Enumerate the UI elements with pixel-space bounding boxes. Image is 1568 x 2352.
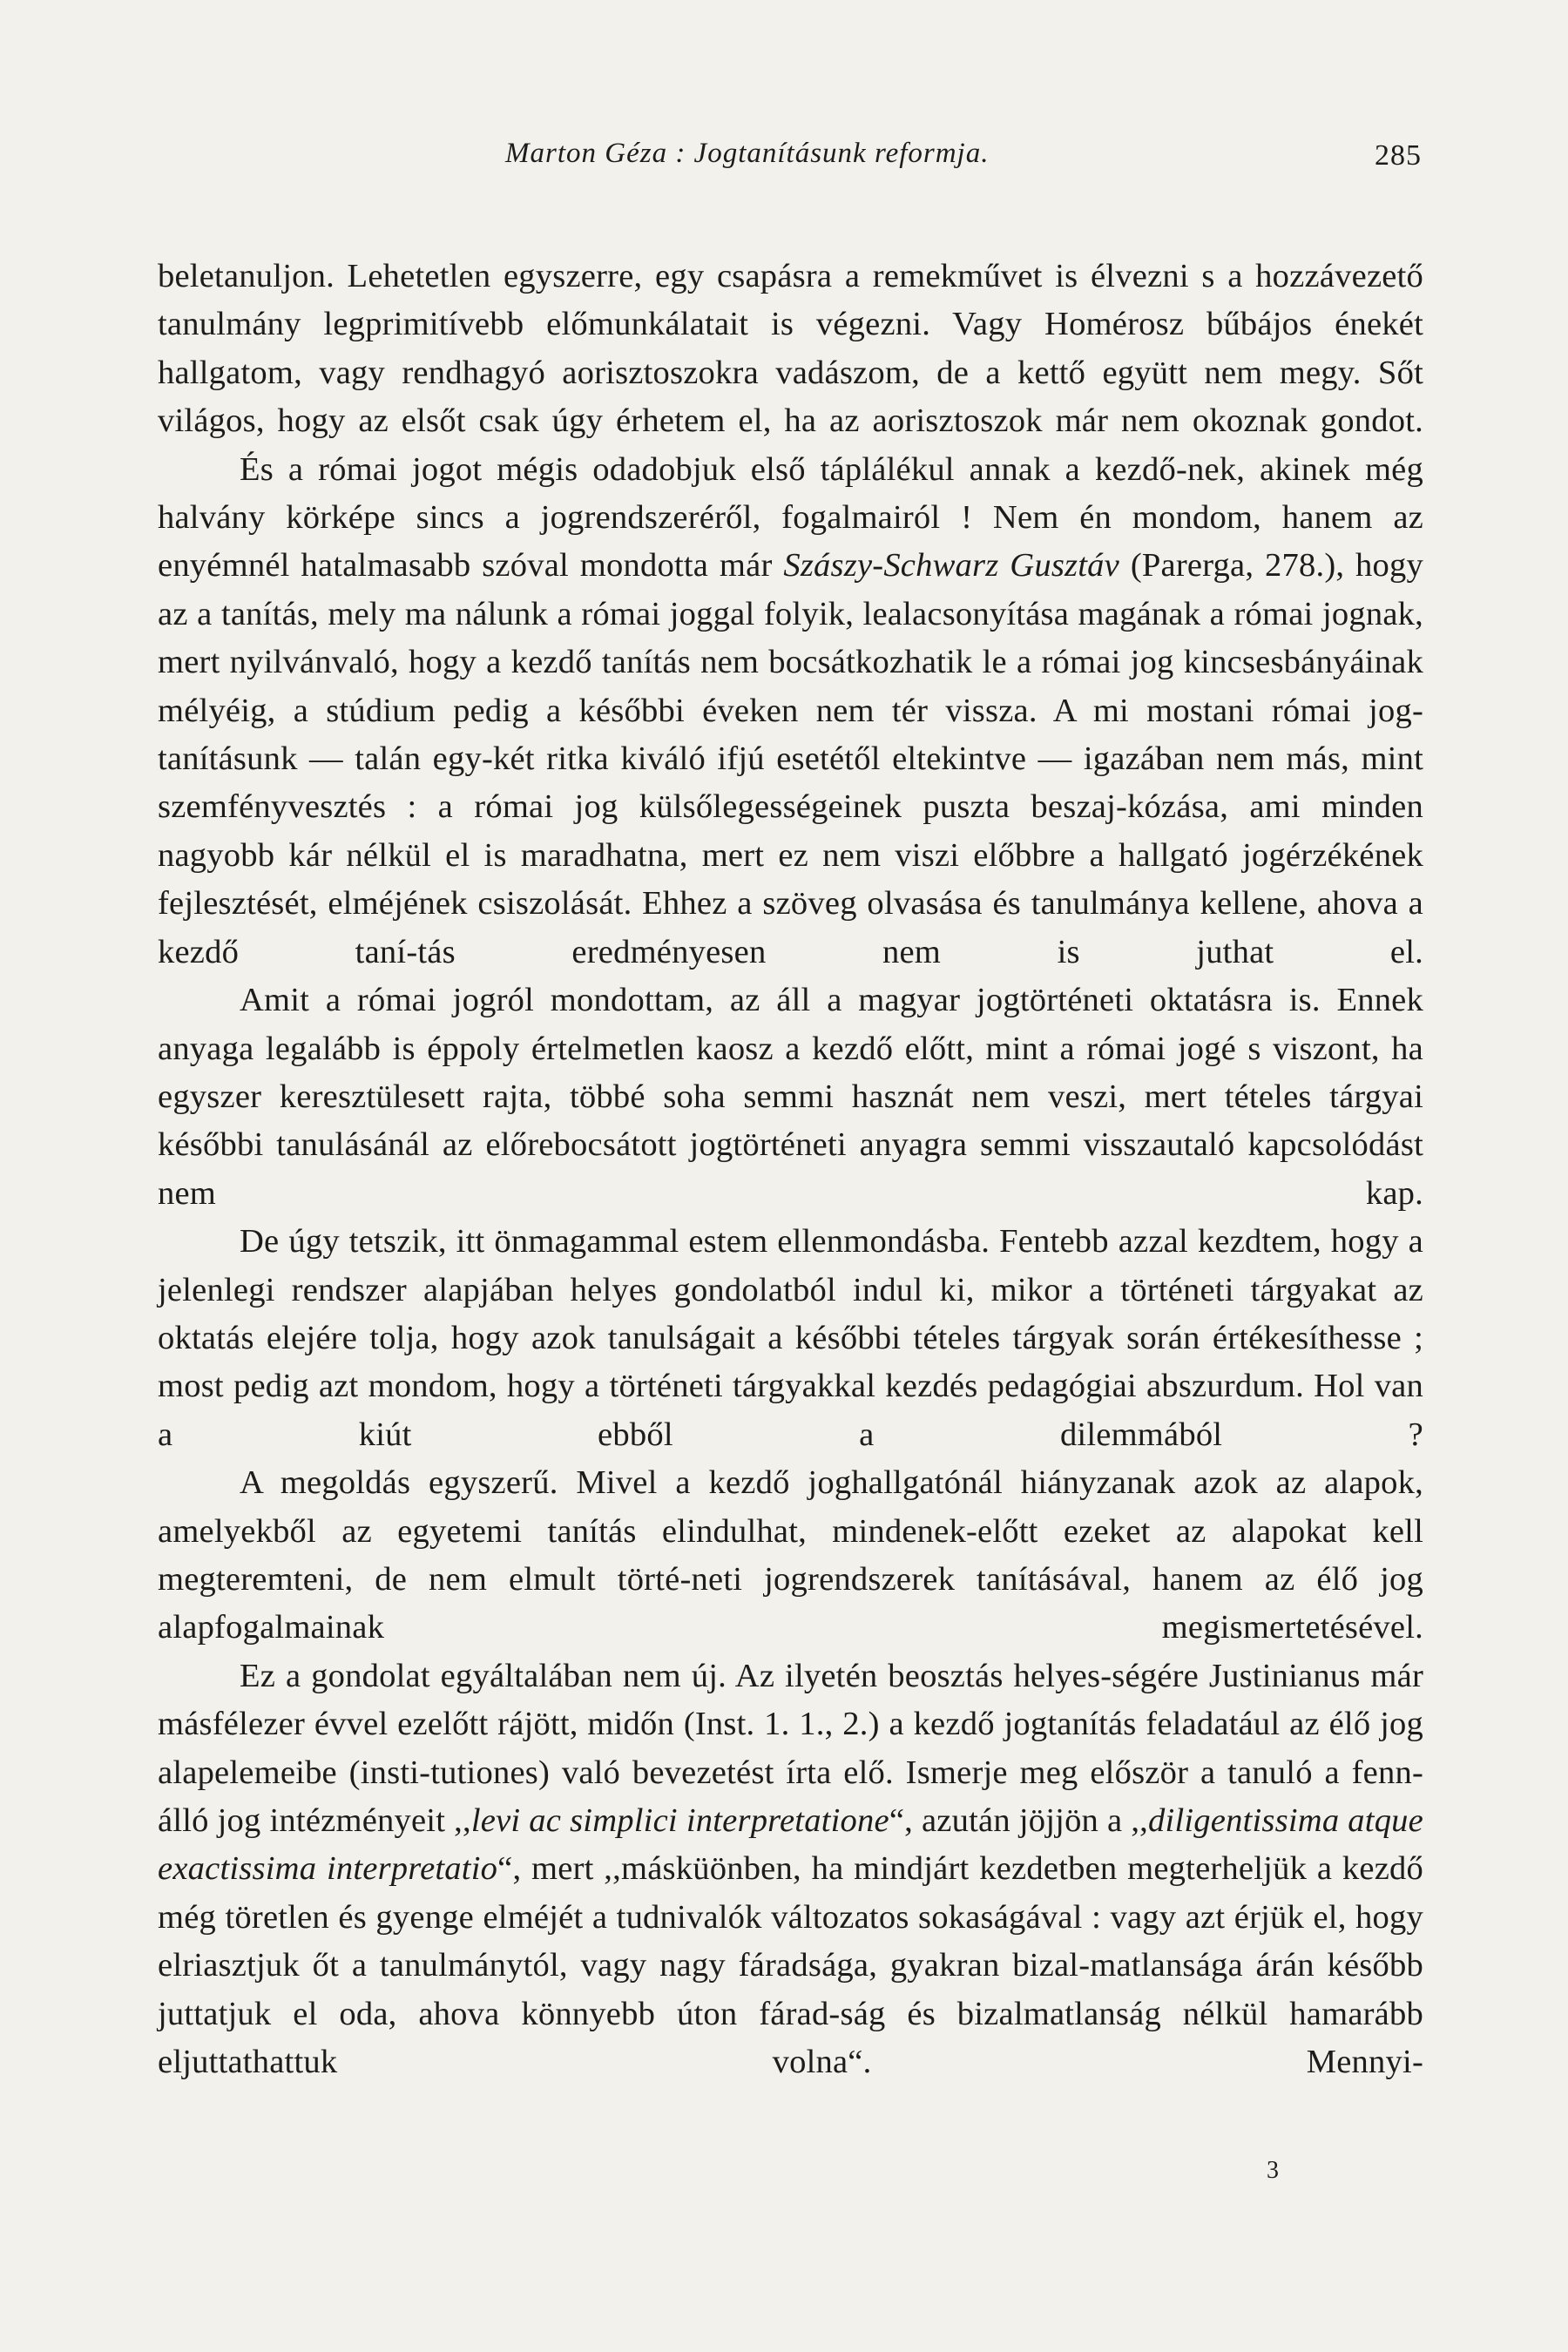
latin-quote: diligentissima atque exactissima interpretatio: [158, 1802, 1423, 1888]
text-run: (Parerga, 278.), hogy az a tanítás, mely ma nálunk a római joggal folyik, lealacsonyítása magának a római jognak, mert nyilvánvaló, hogy a kezdő tanítás nem bocsátkozhatik le a római jog kincsesbányáinak mélyéig, a stúdium pedig a későbbi éveken nem tér vissza. A mi mostani római jog-tanításunk — talán egy-két ritka kiváló ifjú esetétől eltekintve — igazában nem más, mint szemfényvesztés : a római jog külsőlegességeinek puszta beszaj-kózása, ami minden nagyobb kár nélkül el is maradhatna, mert ez nem viszi előbbre a hallgató jogérzékének fejlesztését, elméjének csiszolását. Ehhez a szöveg olvasása és tanulmánya kellene, ahova a kezdő taní-tás eredményesen nem is juthat el.: [158, 547, 1424, 970]
paragraph: [158, 1652, 1423, 2087]
running-title: Marton Géza : Jogtanításunk reformja.: [505, 138, 990, 169]
body-text: [158, 253, 1423, 2086]
text-run: És a római jogot mégis odadobjuk első táplálékul annak a kezdő-nek, akinek még halvány körképe sincs a jogrendszeréről, fogalmairól ! Nem én mondom, hanem az enyémnél hatalmasabb szóval mondotta már: [158, 450, 1423, 585]
page-header: [157, 138, 1422, 190]
paragraph: [158, 446, 1423, 977]
paragraph: A megoldás egyszerű. Mivel a kezdő joghallgatónál hiányzanak azok az alapok, amelyekből az egyetemi tanítás elindulhat, mindenek-előtt ezeket az alapokat kell megteremteni, de nem elmult törté-neti jogrendszerek tanításával, hanem az élő jog alapfogalmainak megismertetésével.: [158, 1464, 1423, 1646]
text-run: “, azután jöjjön a ,,: [889, 1802, 1149, 1839]
paragraph: De úgy tetszik, itt önmagammal estem ellenmondásba. Fentebb azzal kezdtem, hogy a jelenlegi rendszer alapjában helyes gondolatból indul ki, mikor a történeti tárgyakat az oktatás elejére tolja, hogy azok tanulságait a későbbi tételes tárgyak során értékesíthesse ; most pedig azt mondom, hogy a történeti tárgyakkal kezdés pedagógiai abszurdum. Hol van a kiút ebből a dilemmából ?: [158, 1223, 1423, 1453]
page-number: 285: [1375, 139, 1422, 172]
paragraph: Amit a római jogról mondottam, az áll a magyar jogtörténeti oktatásra is. Ennek anyaga legalább is éppoly értelmetlen kaosz a kezdő előtt, mint a római jogé s viszont, ha egyszer keresztülesett rajta, többé soha semmi hasznát nem veszi, mert tételes tárgyai későbbi tanulásánál az előrebocsátott jogtörténeti anyagra semmi visszautaló kapcsolódást nem kap.: [158, 982, 1423, 1212]
signature-mark: 3: [1267, 2157, 1279, 2184]
text-run: “, mert ,,másküönben, ha mindjárt kezdetben megterheljük a kezdő még töretlen és gyenge elméjét a tudnivalók változatos sokaságával : vagy azt érjük el, hogy elriasztjuk őt a tanulmánytól, vagy nagy fáradsága, gyakran bizal-matlansága árán később juttatjuk el oda, ahova könnyebb úton fárad-ság és bizalmatlanság nélkül hamarább eljuttathattuk volna“. Mennyi-: [158, 1850, 1423, 2081]
text-run: Ez a gondolat egyáltalában nem új. Az ilyetén beosztás helyes-ségére Justinianus már másfélezer évvel ezelőtt rájött, midőn (Inst. 1. 1., 2.) a kezdő jogtanítás feladatául az élő jog alapelemeibe (insti-tutiones) való bevezetést írta elő. Ismerje meg először a tanuló a fenn-álló jog intézményeit ,,: [158, 1657, 1423, 1839]
paragraph: beletanuljon. Lehetetlen egyszerre, egy csapásra a remekművet is élvezni s a hozzávezető tanulmány legprimitívebb előmunkálatait is végezni. Vagy Homérosz bűbájos énekét hallgatom, vagy rendhagyó aorisztoszokra vadászom, de a kettő együtt nem megy. Sőt világos, hogy az elsőt csak úgy érhetem el, ha az aorisztoszok már nem okoznak gondot.: [158, 258, 1423, 440]
latin-quote: levi ac simplici interpretatione: [470, 1802, 889, 1839]
author-name: Szászy-Schwarz Gusztáv: [783, 547, 1119, 585]
